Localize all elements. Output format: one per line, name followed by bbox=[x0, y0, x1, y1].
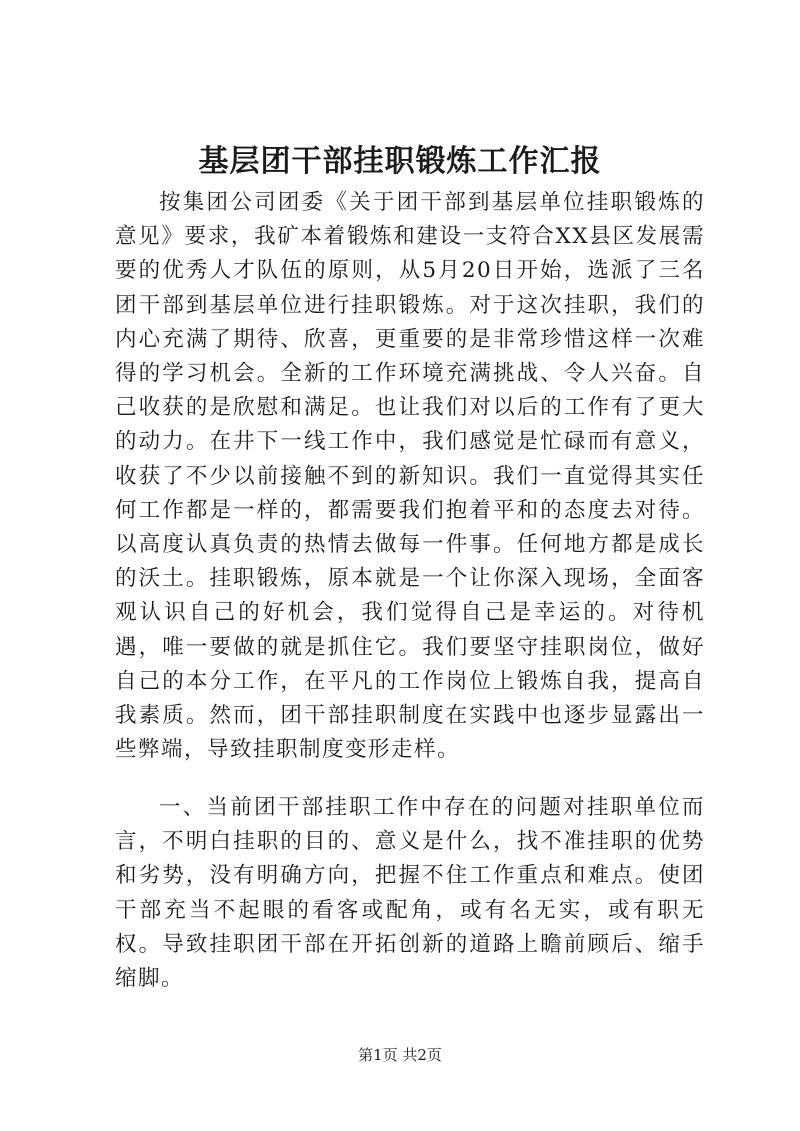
body-paragraph-1: 按集团公司团委《关于团干部到基层单位挂职锻炼的意见》要求，我矿本着锻炼和建设一支符合XX县区发展需要的优秀人才队伍的原则，从5月20日开始，选派了三名团干部到基层单位进行挂职锻炼。对于这次挂职，我们的内心充满了期待、欣喜，更重要的是非常珍惜这样一次难得的学习机会。全新的工作环境充满挑战、令人兴奋。自己收获的是欣慰和满足。也让我们对以后的工作有了更大的动力。在井下一线工作中，我们感觉是忙碌而有意义，收获了不少以前接触不到的新知识。我们一直觉得其实任何工作都是一样的，都需要我们抱着平和的态度去对待。以高度认真负责的热情去做每一件事。任何地方都是成长的沃土。挂职锻炼，原本就是一个让你深入现场，全面客观认识自己的好机会，我们觉得自己是幸运的。对待机遇，唯一要做的就是抓住它。我们要坚守挂职岗位，做好自己的本分工作，在平凡的工作岗位上锻炼自我，提高自我素质。然而，团干部挂职制度在实践中也逐步显露出一些弊端，导致挂职制度变形走样。 bbox=[115, 190, 705, 763]
document-title: 基层团干部挂职锻炼工作汇报 bbox=[198, 144, 602, 179]
page-footer: 第1页 共2页 bbox=[358, 1046, 442, 1064]
body-paragraph-2: 一、当前团干部挂职工作中存在的问题对挂职单位而言，不明白挂职的目的、意义是什么，找不准挂职的优势和劣势，没有明确方向，把握不住工作重点和难点。使团干部充当不起眼的看客或配角，或有名无实，或有职无权。导致挂职团干部在开拓创新的道路上瞻前顾后、缩手缩脚。 bbox=[115, 795, 705, 992]
